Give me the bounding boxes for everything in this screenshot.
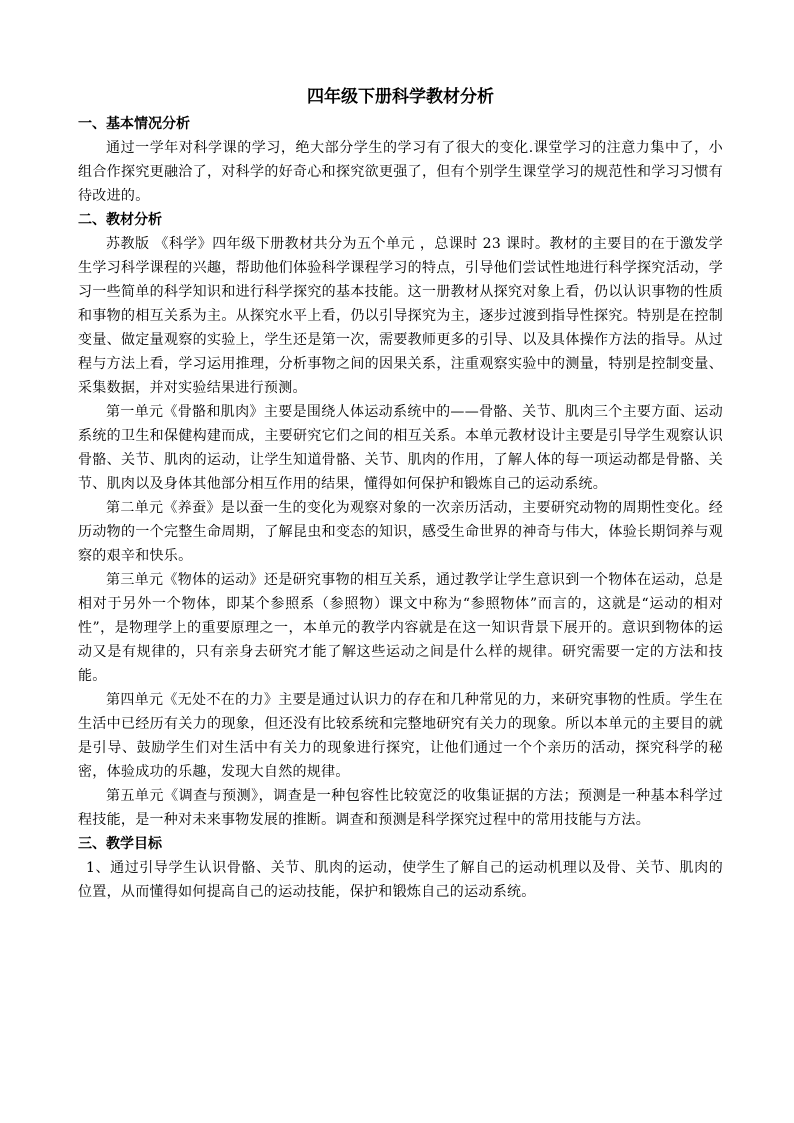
document-title: 四年级下册科学教材分析 <box>307 87 494 107</box>
paragraph-unit-2: 第二单元《养蚕》是以蚕一生的变化为观察对象的一次亲历活动，主要研究动物的周期性变化。经历动物的一个完整生命周期，了解昆虫和变态的知识，感受生命世界的神奇与伟大，体验长期饲养与观察的艰辛和快乐。 <box>78 500 723 564</box>
section-heading-teaching-goals: 三、教学目标 <box>78 836 162 852</box>
paragraph-unit-5: 第五单元《调查与预测》，调查是一种包容性比较宽泛的收集证据的方法；预测是一种基本科学过程技能，是一种对未来事物发展的推断。调查和预测是科学探究过程中的常用技能与方法。 <box>78 788 723 828</box>
paragraph-basic-situation: 通过一学年对科学课的学习，绝大部分学生的学习有了很大的变化.课堂学习的注意力集中了，小组合作探究更融洽了，对科学的好奇心和探究欲更强了，但有个别学生课堂学习的规范性和学习习惯有待改进的。 <box>78 140 723 204</box>
section-heading-basic-situation: 一、基本情况分析 <box>78 116 190 132</box>
paragraph-unit-4: 第四单元《无处不在的力》主要是通过认识力的存在和几种常见的力，来研究事物的性质。学生在生活中已经历有关力的现象，但还没有比较系统和完整地研究有关力的现象。所以本单元的主要目的就是引导、鼓励学生们对生活中有关力的现象进行探究，让他们通过一个个亲历的活动，探究科学的秘密，体验成功的乐趣，发现大自然的规律。 <box>78 692 723 780</box>
paragraph-goal-1: 1、通过引导学生认识骨骼、关节、肌肉的运动，使学生了解自己的运动机理以及骨、关节、肌肉的位置，从而懂得如何提高自己的运动技能，保护和锻炼自己的运动系统。 <box>78 860 723 900</box>
paragraph-unit-3: 第三单元《物体的运动》还是研究事物的相互关系，通过教学让学生意识到一个物体在运动，总是相对于另外一个物体，即某个参照系（参照物）课文中称为“参照物体”而言的，这就是“运动的相对性”，是物理学上的重要原理之一，本单元的教学内容就是在这一知识背景下展开的。意识到物体的运动又是有规律的，只有亲身去研究才能了解这些运动之间是什么样的规律。研究需要一定的方法和技能。 <box>78 572 723 684</box>
document-page <box>78 84 723 904</box>
paragraph-unit-1: 第一单元《骨骼和肌肉》主要是围绕人体运动系统中的——骨骼、关节、肌肉三个主要方面、运动系统的卫生和保健构建而成，主要研究它们之间的相互关系。本单元教材设计主要是引导学生观察认识骨骼、关节、肌肉的运动，让学生知道骨骼、关节、肌肉的作用，了解人体的每一项运动都是骨骼、关节、肌肉以及身体其他部分相互作用的结果，懂得如何保护和锻炼自己的运动系统。 <box>78 404 723 492</box>
section-heading-textbook-analysis: 二、教材分析 <box>78 212 162 228</box>
paragraph-textbook-overview: 苏教版 《科学》四年级下册教材共分为五个单元 ，总课时 23 课时。教材的主要目的在于激发学生学习科学课程的兴趣，帮助他们体验科学课程学习的特点，引导他们尝试性地进行科学探究活动，学习一些简单的科学知识和进行科学探究的基本技能。这一册教材从探究对象上看，仍以认识事物的性质和事物的相互关系为主。从探究水平上看，仍以引导探究为主，逐步过渡到指导性探究。特别是在控制变量、做定量观察的实验上，学生还是第一次，需要教师更多的引导、以及具体操作方法的指导。从过程与方法上看，学习运用推理，分析事物之间的因果关系，注重观察实验中的测量，特别是控制变量、采集数据，并对实验结果进行预测。 <box>78 236 723 396</box>
